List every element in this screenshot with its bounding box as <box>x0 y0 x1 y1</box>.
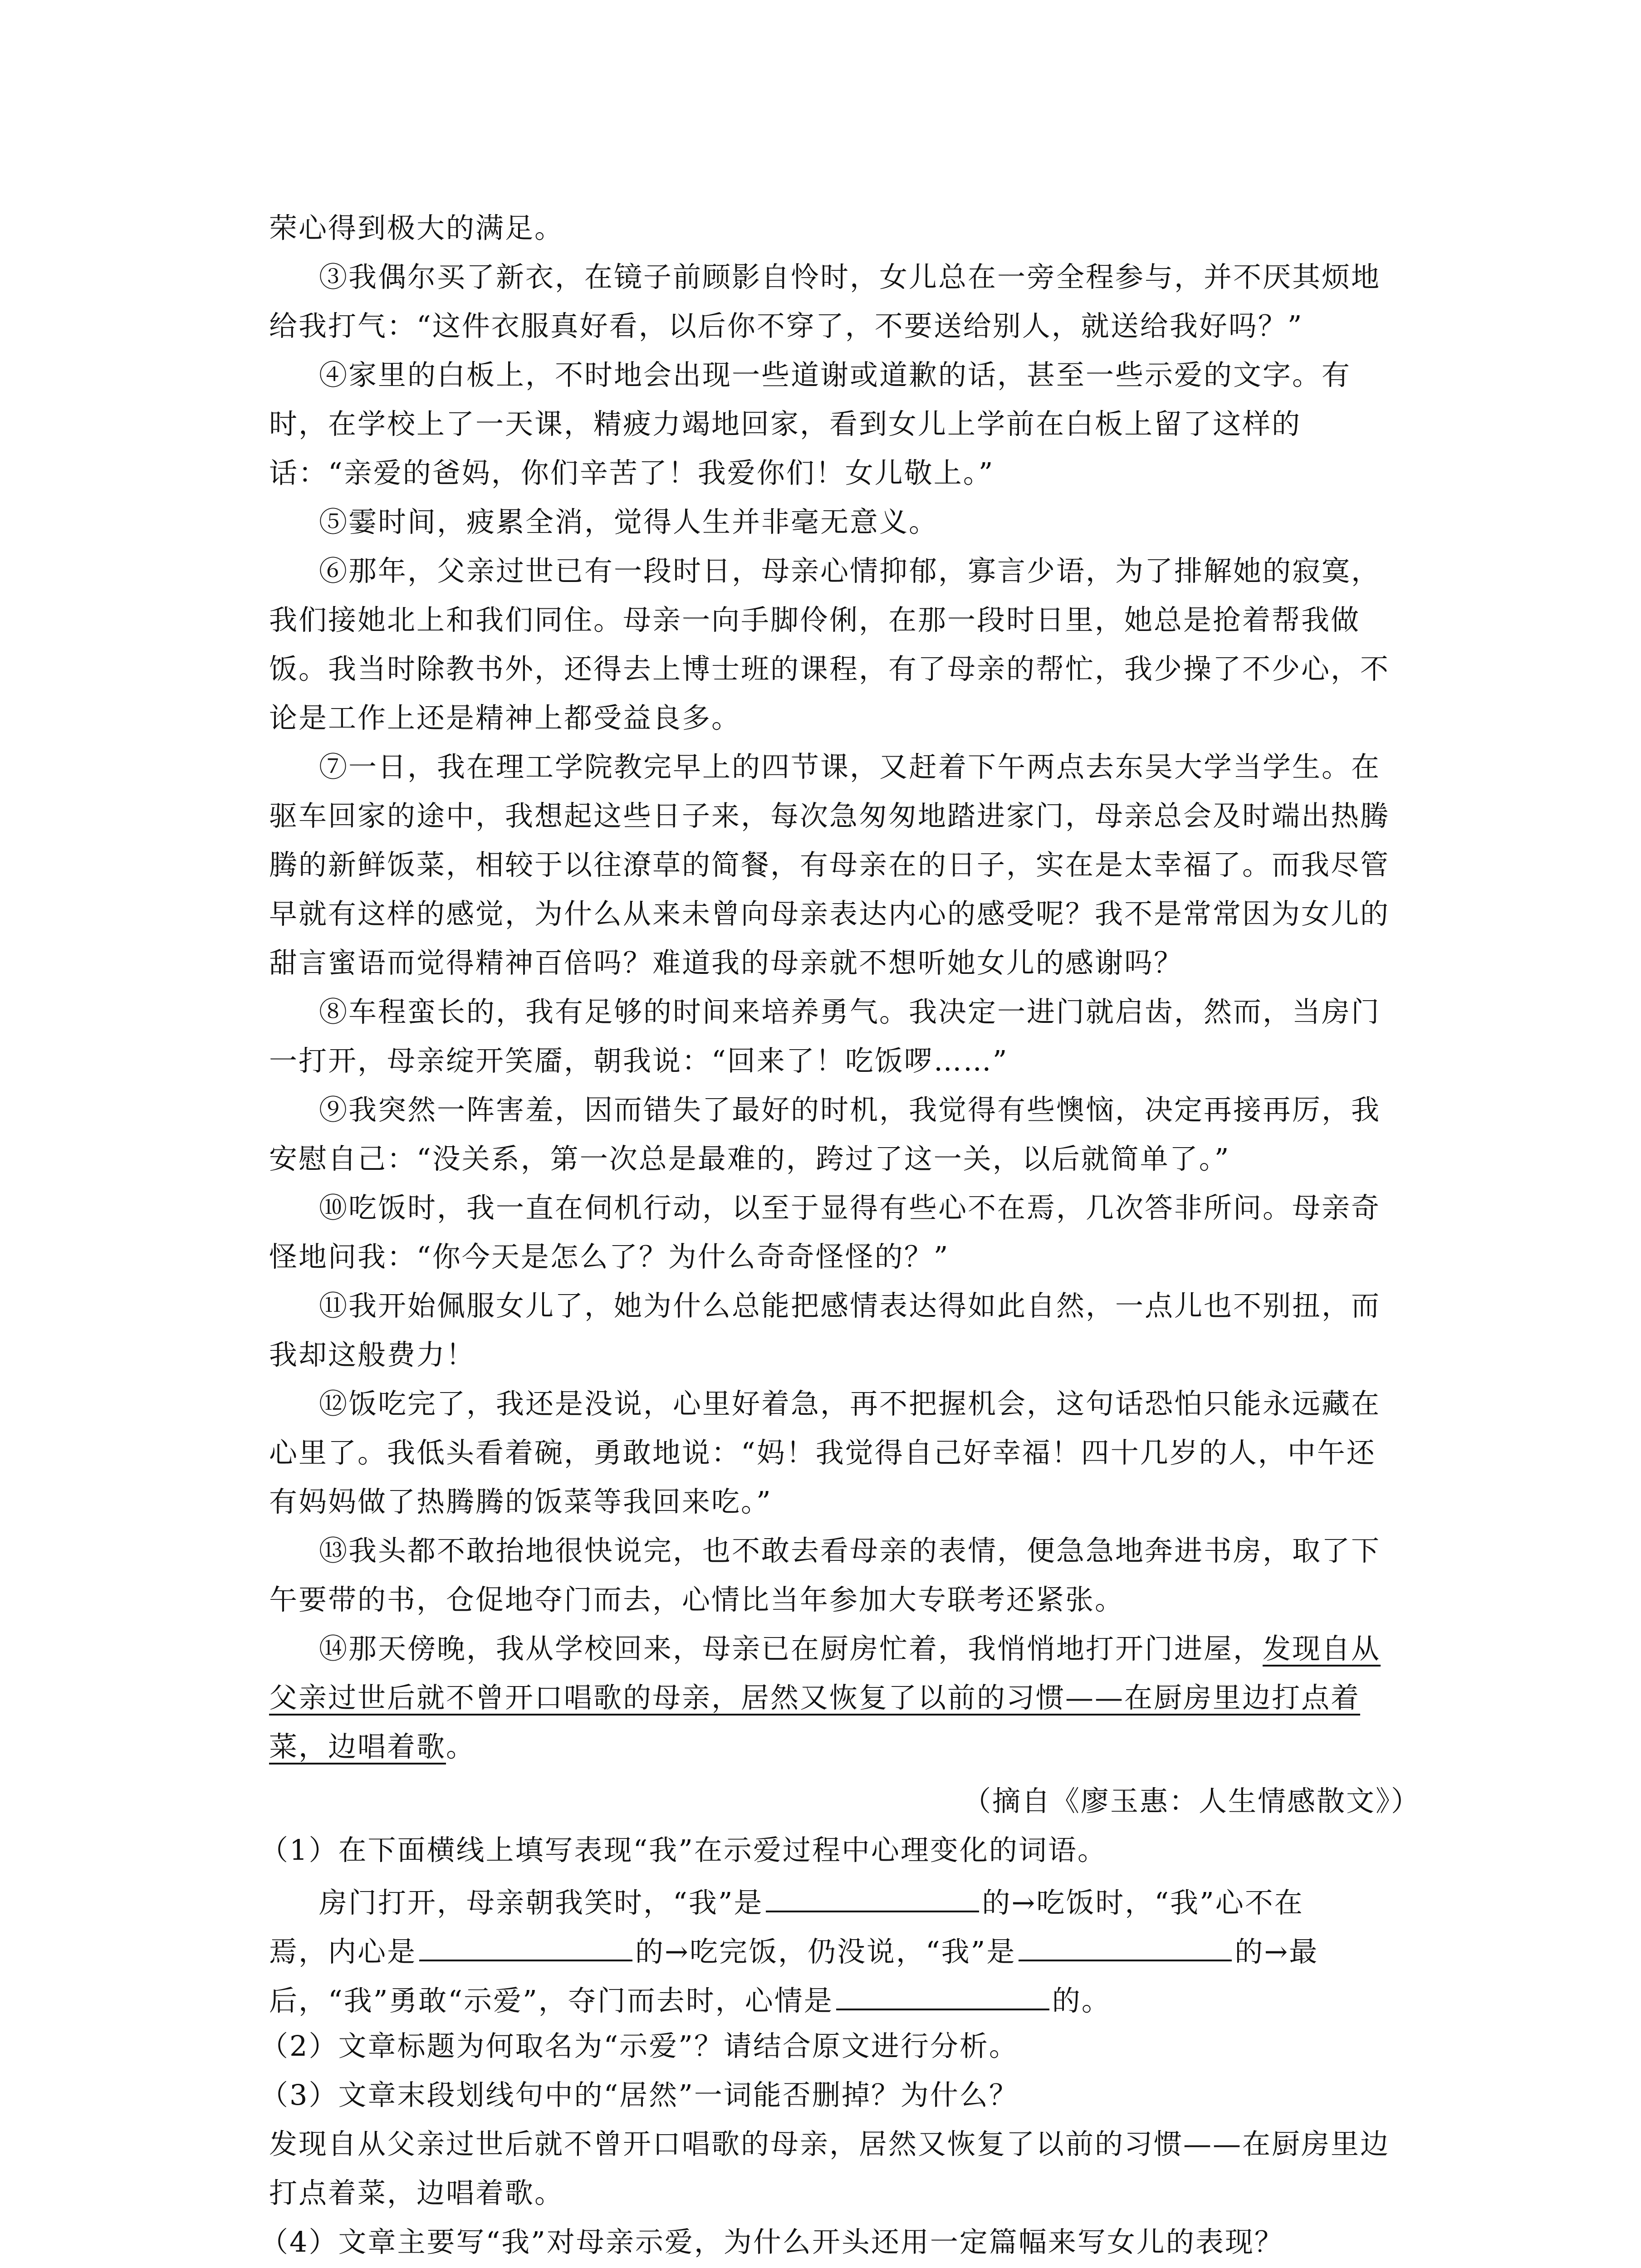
question-1-line <box>269 1983 1111 2015</box>
text-line: ⑤霎时间，疲累全消，觉得人生并非毫无意义。 <box>319 505 939 538</box>
text-line: ⑪我开始佩服女儿了，她为什么总能把感情表达得如此自然，一点儿也不别扭，而 <box>319 1289 1381 1322</box>
question-3-quote: 发现自从父亲过世后就不曾开口唱歌的母亲，居然又恢复了以前的习惯——在厨房里边 <box>269 2127 1390 2160</box>
underlined-text: 发现自从 <box>1263 1632 1381 1665</box>
text-span: 的→最 <box>1234 1935 1319 1968</box>
text-line: 我却这般费力！ <box>269 1338 476 1371</box>
text-span: 。 <box>446 1730 476 1763</box>
source-citation: （摘自《廖玉惠：人生情感散文》） <box>962 1784 1421 1818</box>
answer-blank-2[interactable] <box>419 1934 632 1961</box>
text-line: 驱车回家的途中，我想起这些日子来，每次急匆匆地踏进家门，母亲总会及时端出热腾 <box>269 799 1390 832</box>
question-1-line <box>269 1934 1318 1966</box>
answer-blank-3[interactable] <box>1019 1934 1232 1961</box>
text-line: ⑩吃饭时，我一直在伺机行动，以至于显得有些心不在焉，几次答非所问。母亲奇 <box>319 1191 1381 1224</box>
text-span: 焉，内心是 <box>269 1935 417 1968</box>
text-line: ⑦一日，我在理工学院教完早上的四节课，又赶着下午两点去东吴大学当学生。在 <box>319 750 1381 783</box>
question-1-line <box>319 1885 1304 1917</box>
text-line: ③我偶尔买了新衣，在镜子前顾影自怜时，女儿总在一旁全程参与，并不厌其烦地 <box>319 260 1381 293</box>
text-line: 早就有这样的感觉，为什么从来未曾向母亲表达内心的感受呢？我不是常常因为女儿的 <box>269 897 1390 930</box>
text-line: 给我打气：“这件衣服真好看，以后你不穿了，不要送给别人，就送给我好吗？” <box>269 309 1303 342</box>
text-line: 有妈妈做了热腾腾的饭菜等我回来吃。” <box>269 1485 772 1518</box>
question-3: （3）文章末段划线句中的“居然”一词能否删掉？为什么？ <box>260 2078 1019 2112</box>
text-line: 一打开，母亲绽开笑靥，朝我说：“回来了！吃饭啰……” <box>269 1044 1009 1077</box>
text-line: 饭。我当时除教书外，还得去上博士班的课程，有了母亲的帮忙，我少操了不少心，不 <box>269 652 1390 685</box>
text-line: 时，在学校上了一天课，精疲力竭地回家，看到女儿上学前在白板上留了这样的 <box>269 407 1302 440</box>
text-span: 的。 <box>1052 1984 1111 2017</box>
text-line: 论是工作上还是精神上都受益良多。 <box>269 701 741 734</box>
text-line: 腾的新鲜饭菜，相较于以往潦草的简餐，有母亲在的日子，实在是太幸福了。而我尽管 <box>269 848 1390 881</box>
text-line: 话：“亲爱的爸妈，你们辛苦了！我爱你们！女儿敬上。” <box>269 456 994 489</box>
text-span: ⑭那天傍晚，我从学校回来，母亲已在厨房忙着，我悄悄地打开门进屋， <box>319 1632 1263 1665</box>
question-1: （1）在下面横线上填写表现“我”在示爱过程中心理变化的词语。 <box>260 1833 1107 1867</box>
underlined-text: 菜，边唱着歌 <box>269 1730 446 1763</box>
text-line: 怪地问我：“你今天是怎么了？为什么奇奇怪怪的？” <box>269 1240 950 1273</box>
text-span: 的→吃饭时，“我”心不在 <box>982 1886 1304 1919</box>
text-line: ⑧车程蛮长的，我有足够的时间来培养勇气。我决定一进门就启齿，然而，当房门 <box>319 995 1381 1028</box>
underlined-text: 父亲过世后就不曾开口唱歌的母亲，居然又恢复了以前的习惯——在厨房里边打点着 <box>269 1681 1361 1714</box>
text-line: ④家里的白板上，不时地会出现一些道谢或道歉的话，甚至一些示爱的文字。有 <box>319 358 1352 391</box>
text-span: 房门打开，母亲朝我笑时，“我”是 <box>319 1886 764 1919</box>
question-3-quote: 打点着菜，边唱着歌。 <box>269 2176 564 2209</box>
text-line: 甜言蜜语而觉得精神百倍吗？难道我的母亲就不想听她女儿的感谢吗？ <box>269 946 1184 979</box>
text-line: ⑬我头都不敢抬地很快说完，也不敢去看母亲的表情，便急急地奔进书房，取了下 <box>319 1534 1381 1567</box>
text-line: 午要带的书，仓促地夺门而去，心情比当年参加大专联考还紧张。 <box>269 1583 1125 1616</box>
text-line: 心里了。我低头看着碗，勇敢地说：“妈！我觉得自己好幸福！四十几岁的人，中午还 <box>269 1436 1376 1469</box>
text-line: ⑨我突然一阵害羞，因而错失了最好的时机，我觉得有些懊恼，决定再接再厉，我 <box>319 1093 1381 1126</box>
text-line <box>269 1681 1361 1714</box>
text-span: 后，“我”勇敢“示爱”，夺门而去时，心情是 <box>269 1984 833 2017</box>
question-4: （4）文章主要写“我”对母亲示爱，为什么开头还用一定篇幅来写女儿的表现？ <box>260 2225 1284 2258</box>
answer-blank-4[interactable] <box>836 1983 1049 2010</box>
answer-blank-1[interactable] <box>766 1885 979 1912</box>
text-line: 我们接她北上和我们同住。母亲一向手脚伶俐，在那一段时日里，她总是抢着帮我做 <box>269 603 1361 636</box>
question-2: （2）文章标题为何取名为“示爱”？请结合原文进行分析。 <box>260 2029 1019 2063</box>
text-line: 荣心得到极大的满足。 <box>269 211 564 244</box>
text-line <box>319 1632 1381 1665</box>
text-span: 的→吃完饭，仍没说，“我”是 <box>635 1935 1016 1968</box>
text-line: ⑥那年，父亲过世已有一段时日，母亲心情抑郁，寡言少语，为了排解她的寂寞， <box>319 554 1381 587</box>
text-line <box>269 1730 476 1763</box>
text-line: ⑫饭吃完了，我还是没说，心里好着急，再不把握机会，这句话恐怕只能永远藏在 <box>319 1387 1381 1420</box>
text-line: 安慰自己：“没关系，第一次总是最难的，跨过了这一关，以后就简单了。” <box>269 1142 1230 1175</box>
